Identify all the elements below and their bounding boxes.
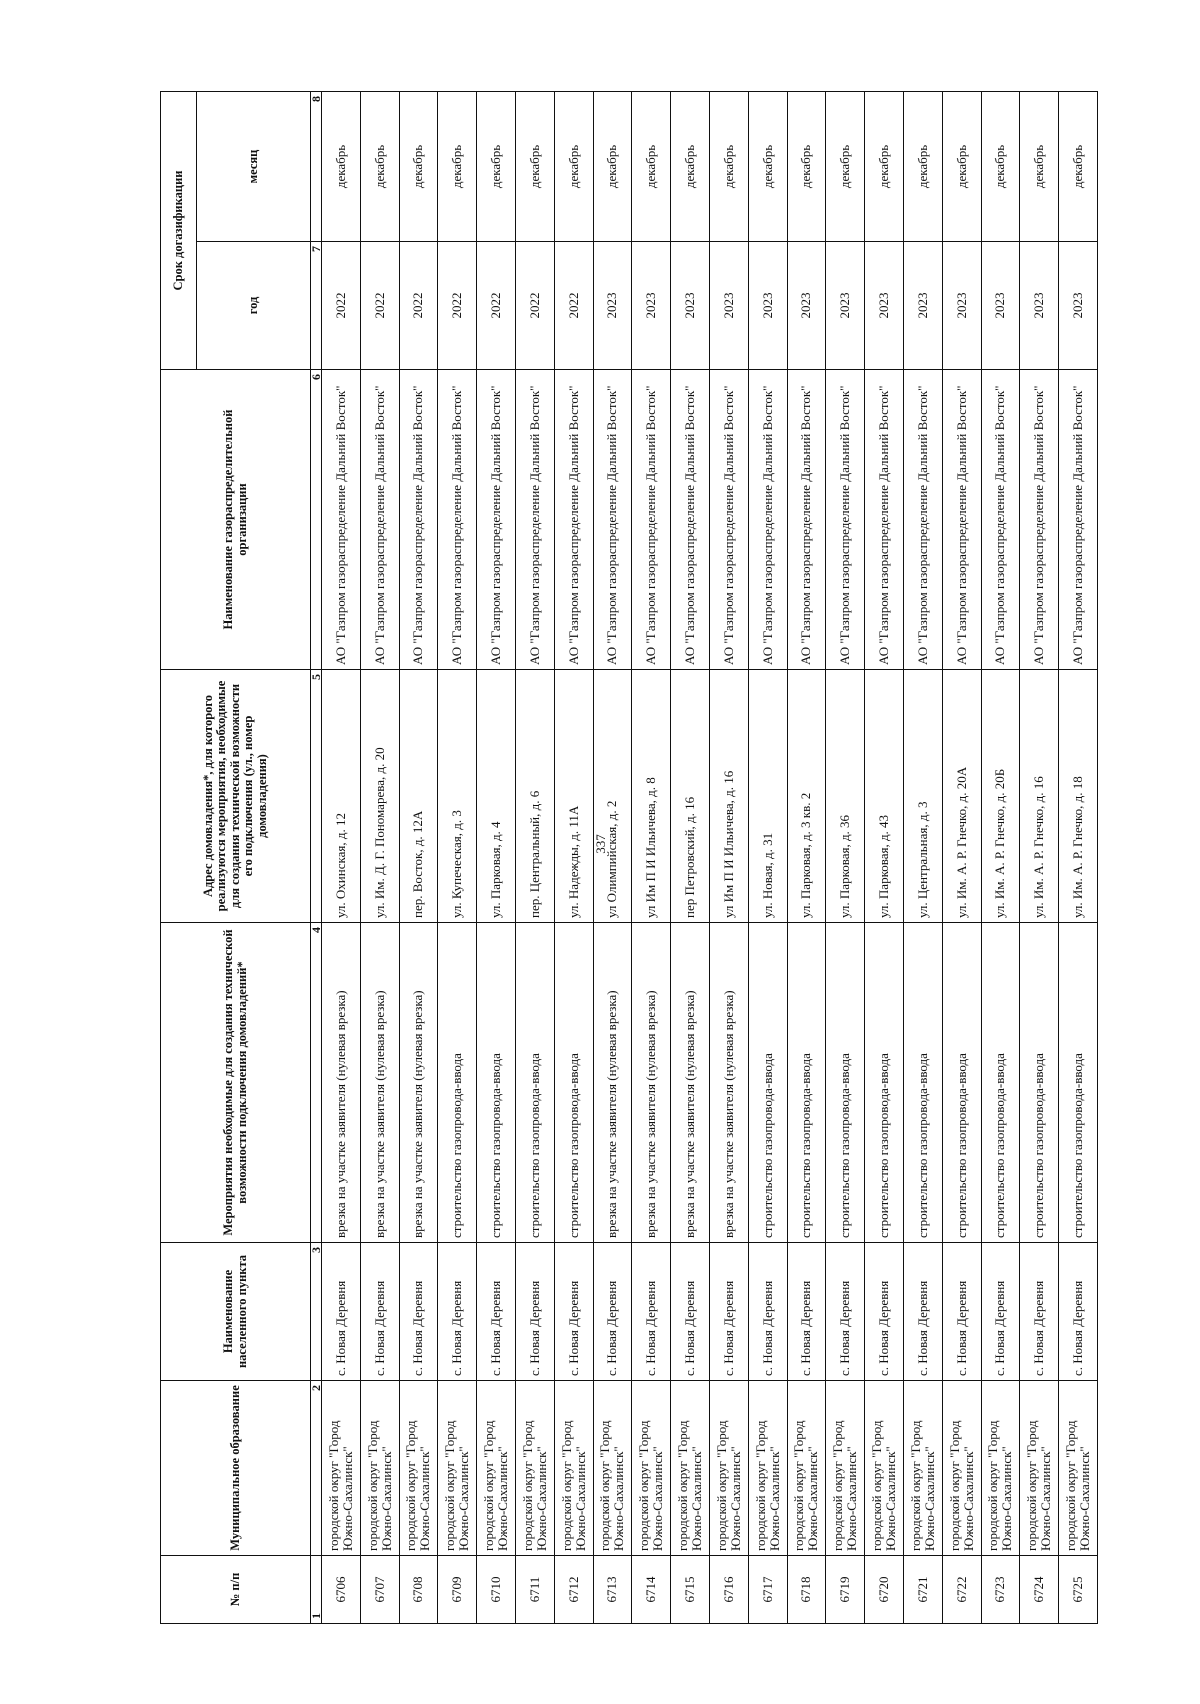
header-municipality: Муниципальное образование [161,1381,311,1556]
table-row [826,91,865,1623]
cell-settlement: с. Новая Деревня [709,1243,748,1381]
cell-year: 2023 [826,242,865,370]
cell-measure: строительство газопровода-ввода [903,923,942,1243]
table-row [748,91,787,1623]
cell-municipality: городской округ "Город Южно-Сахалинск" [748,1381,787,1556]
cell-year: 2022 [477,242,516,370]
cell-municipality: городской округ "Город Южно-Сахалинск" [477,1381,516,1556]
column-index: 4 [311,923,322,1243]
cell-address: ул. Парковая, д. 43 [865,670,904,923]
cell-municipality: городской округ "Город Южно-Сахалинск" [360,1381,399,1556]
cell-measure: строительство газопровода-ввода [826,923,865,1243]
cell-organization: АО "Газпром газораспределение Дальний Восток" [1020,370,1059,670]
table-row [360,91,399,1623]
cell-year: 2022 [515,242,554,370]
column-index: 8 [311,91,322,241]
cell-measure: врезка на участке заявителя (нулевая врезка) [322,923,361,1243]
cell-month: декабрь [671,91,710,241]
cell-address: ул. Охинская, д. 12 [322,670,361,923]
cell-month: декабрь [360,91,399,241]
table-row [787,91,826,1623]
cell-address: ул. Им. А. Р. Гнечко, д. 16 [1020,670,1059,923]
cell-settlement: с. Новая Деревня [903,1243,942,1381]
cell-month: декабрь [787,91,826,241]
cell-municipality: городской округ "Город Южно-Сахалинск" [554,1381,593,1556]
cell-year: 2023 [709,242,748,370]
header-address: Адрес домовладения*, для которого реализуются мероприятия, необходимые для создания технической возможности его подключения (ул., номер домовладения) [161,670,311,923]
column-index: 5 [311,670,322,923]
cell-num: 6710 [477,1556,516,1624]
cell-organization: АО "Газпром газораспределение Дальний Восток" [360,370,399,670]
cell-municipality: городской округ "Город Южно-Сахалинск" [1020,1381,1059,1556]
cell-month: декабрь [748,91,787,241]
table-row [399,91,438,1623]
cell-settlement: с. Новая Деревня [1020,1243,1059,1381]
table-row [671,91,710,1623]
cell-organization: АО "Газпром газораспределение Дальний Восток" [981,370,1020,670]
cell-organization: АО "Газпром газораспределение Дальний Восток" [477,370,516,670]
cell-month: декабрь [826,91,865,241]
gasification-table [160,91,1098,1624]
cell-num: 6721 [903,1556,942,1624]
cell-measure: врезка на участке заявителя (нулевая врезка) [671,923,710,1243]
cell-organization: АО "Газпром газораспределение Дальний Восток" [709,370,748,670]
cell-year: 2023 [942,242,981,370]
cell-organization: АО "Газпром газораспределение Дальний Восток" [593,370,632,670]
cell-organization: АО "Газпром газораспределение Дальний Восток" [826,370,865,670]
cell-month: декабрь [515,91,554,241]
cell-organization: АО "Газпром газораспределение Дальний Восток" [942,370,981,670]
cell-organization: АО "Газпром газораспределение Дальний Восток" [1059,370,1098,670]
cell-year: 2023 [1059,242,1098,370]
cell-measure: строительство газопровода-ввода [477,923,516,1243]
cell-settlement: с. Новая Деревня [515,1243,554,1381]
cell-organization: АО "Газпром газораспределение Дальний Восток" [748,370,787,670]
cell-address: ул. Парковая, д. 36 [826,670,865,923]
column-index-row [311,91,322,1623]
cell-address: ул. Им. А. Р. Гнечко, д. 20Б [981,670,1020,923]
cell-month: декабрь [399,91,438,241]
cell-settlement: с. Новая Деревня [593,1243,632,1381]
cell-num: 6713 [593,1556,632,1624]
header-deadline: Срок догазификации [161,91,197,369]
cell-year: 2023 [748,242,787,370]
table-row [632,91,671,1623]
cell-address: ул Олимпийская, д. 2 [593,670,632,923]
cell-municipality: городской округ "Город Южно-Сахалинск" [671,1381,710,1556]
cell-num: 6725 [1059,1556,1098,1624]
cell-month: декабрь [865,91,904,241]
cell-num: 6708 [399,1556,438,1624]
cell-address: ул. Центральная, д. 3 [903,670,942,923]
cell-address: пер Петровский, д. 16 [671,670,710,923]
cell-municipality: городской округ "Город Южно-Сахалинск" [438,1381,477,1556]
cell-organization: АО "Газпром газораспределение Дальний Восток" [865,370,904,670]
cell-num: 6714 [632,1556,671,1624]
cell-address: ул. Им. А. Р. Гнечко, д. 18 [1059,670,1098,923]
cell-measure: врезка на участке заявителя (нулевая врезка) [593,923,632,1243]
header-month: месяц [197,91,311,241]
header-settlement: Наименование населенного пункта [161,1243,311,1381]
cell-month: декабрь [1059,91,1098,241]
table-row [1059,91,1098,1623]
cell-num: 6723 [981,1556,1020,1624]
cell-address: ул. Парковая, д. 4 [477,670,516,923]
cell-municipality: городской округ "Город Южно-Сахалинск" [903,1381,942,1556]
cell-settlement: с. Новая Деревня [865,1243,904,1381]
table-row [1020,91,1059,1623]
cell-organization: АО "Газпром газораспределение Дальний Восток" [671,370,710,670]
table-row [593,91,632,1623]
cell-settlement: с. Новая Деревня [748,1243,787,1381]
table-row [709,91,748,1623]
cell-measure: врезка на участке заявителя (нулевая врезка) [399,923,438,1243]
cell-month: декабрь [593,91,632,241]
cell-settlement: с. Новая Деревня [399,1243,438,1381]
cell-organization: АО "Газпром газораспределение Дальний Восток" [903,370,942,670]
cell-settlement: с. Новая Деревня [826,1243,865,1381]
cell-year: 2023 [865,242,904,370]
cell-municipality: городской округ "Город Южно-Сахалинск" [593,1381,632,1556]
cell-num: 6712 [554,1556,593,1624]
header-measures: Мероприятия необходимые для создания технической возможности подключения домовладений* [161,923,311,1243]
cell-municipality: городской округ "Город Южно-Сахалинск" [1059,1381,1098,1556]
cell-year: 2023 [787,242,826,370]
cell-num: 6715 [671,1556,710,1624]
column-index: 2 [311,1381,322,1556]
cell-address: ул. Надежды, д. 11А [554,670,593,923]
cell-measure: строительство газопровода-ввода [748,923,787,1243]
cell-month: декабрь [632,91,671,241]
cell-municipality: городской округ "Город Южно-Сахалинск" [632,1381,671,1556]
cell-num: 6724 [1020,1556,1059,1624]
header-organization: Наименование газораспределительной организации [161,370,311,670]
cell-year: 2022 [360,242,399,370]
cell-address: пер. Восток, д. 12А [399,670,438,923]
column-index: 6 [311,370,322,670]
cell-measure: строительство газопровода-ввода [865,923,904,1243]
cell-measure: строительство газопровода-ввода [515,923,554,1243]
cell-address: ул. Им. Д. Г. Пономарева, д. 20 [360,670,399,923]
cell-month: декабрь [942,91,981,241]
cell-measure: строительство газопровода-ввода [438,923,477,1243]
cell-settlement: с. Новая Деревня [1059,1243,1098,1381]
cell-municipality: городской округ "Город Южно-Сахалинск" [865,1381,904,1556]
cell-year: 2023 [593,242,632,370]
cell-municipality: городской округ "Город Южно-Сахалинск" [399,1381,438,1556]
table-row [322,91,361,1623]
cell-settlement: с. Новая Деревня [477,1243,516,1381]
cell-settlement: с. Новая Деревня [942,1243,981,1381]
cell-measure: строительство газопровода-ввода [942,923,981,1243]
cell-municipality: городской округ "Город Южно-Сахалинск" [942,1381,981,1556]
cell-month: декабрь [709,91,748,241]
rotated-table-container [160,92,1098,1624]
table-row [554,91,593,1623]
cell-num: 6717 [748,1556,787,1624]
cell-address: ул Им П И Ильичева, д. 16 [709,670,748,923]
cell-municipality: городской округ "Город Южно-Сахалинск" [709,1381,748,1556]
cell-organization: АО "Газпром газораспределение Дальний Восток" [515,370,554,670]
cell-year: 2022 [554,242,593,370]
cell-municipality: городской округ "Город Южно-Сахалинск" [322,1381,361,1556]
cell-municipality: городской округ "Город Южно-Сахалинск" [981,1381,1020,1556]
cell-organization: АО "Газпром газораспределение Дальний Восток" [554,370,593,670]
cell-organization: АО "Газпром газораспределение Дальний Восток" [787,370,826,670]
page-number: 337 [593,834,608,854]
cell-organization: АО "Газпром газораспределение Дальний Восток" [399,370,438,670]
cell-month: декабрь [981,91,1020,241]
cell-address: ул Им П И Ильичева, д. 8 [632,670,671,923]
cell-num: 6719 [826,1556,865,1624]
cell-year: 2022 [438,242,477,370]
cell-year: 2023 [903,242,942,370]
cell-measure: врезка на участке заявителя (нулевая врезка) [632,923,671,1243]
cell-settlement: с. Новая Деревня [438,1243,477,1381]
table-row [865,91,904,1623]
cell-settlement: с. Новая Деревня [360,1243,399,1381]
cell-measure: строительство газопровода-ввода [1020,923,1059,1243]
column-index: 3 [311,1243,322,1381]
table-body [322,91,1098,1623]
cell-month: декабрь [554,91,593,241]
cell-num: 6722 [942,1556,981,1624]
column-index: 7 [311,242,322,370]
cell-settlement: с. Новая Деревня [787,1243,826,1381]
cell-settlement: с. Новая Деревня [632,1243,671,1381]
table-row [477,91,516,1623]
cell-address: ул. Новая, д. 31 [748,670,787,923]
cell-settlement: с. Новая Деревня [981,1243,1020,1381]
cell-address: ул. Купеческая, д. 3 [438,670,477,923]
cell-num: 6718 [787,1556,826,1624]
cell-year: 2022 [399,242,438,370]
table-row [438,91,477,1623]
cell-year: 2023 [632,242,671,370]
cell-municipality: городской округ "Город Южно-Сахалинск" [787,1381,826,1556]
cell-month: декабрь [1020,91,1059,241]
cell-settlement: с. Новая Деревня [554,1243,593,1381]
table-row [903,91,942,1623]
cell-year: 2022 [322,242,361,370]
cell-address: пер. Центральный, д. 6 [515,670,554,923]
table-row [942,91,981,1623]
cell-measure: строительство газопровода-ввода [1059,923,1098,1243]
header-year: год [197,242,311,370]
cell-address: ул. Им. А. Р. Гнечко, д. 20А [942,670,981,923]
cell-measure: строительство газопровода-ввода [787,923,826,1243]
cell-municipality: городской округ "Город Южно-Сахалинск" [826,1381,865,1556]
cell-num: 6711 [515,1556,554,1624]
cell-settlement: с. Новая Деревня [671,1243,710,1381]
column-index: 1 [311,1556,322,1624]
cell-month: декабрь [438,91,477,241]
table-row [515,91,554,1623]
cell-year: 2023 [981,242,1020,370]
cell-measure: врезка на участке заявителя (нулевая врезка) [709,923,748,1243]
cell-year: 2023 [1020,242,1059,370]
cell-month: декабрь [477,91,516,241]
cell-num: 6709 [438,1556,477,1624]
cell-address: ул. Парковая, д. 3 кв. 2 [787,670,826,923]
cell-municipality: городской округ "Город Южно-Сахалинск" [515,1381,554,1556]
cell-year: 2023 [671,242,710,370]
cell-month: декабрь [322,91,361,241]
header-row-1 [161,91,197,1623]
cell-settlement: с. Новая Деревня [322,1243,361,1381]
cell-month: декабрь [903,91,942,241]
cell-measure: строительство газопровода-ввода [554,923,593,1243]
cell-num: 6720 [865,1556,904,1624]
cell-num: 6716 [709,1556,748,1624]
header-num: № п/п [161,1556,311,1624]
table-row [981,91,1020,1623]
cell-measure: врезка на участке заявителя (нулевая врезка) [360,923,399,1243]
cell-organization: АО "Газпром газораспределение Дальний Восток" [632,370,671,670]
cell-num: 6706 [322,1556,361,1624]
cell-num: 6707 [360,1556,399,1624]
cell-organization: АО "Газпром газораспределение Дальний Восток" [438,370,477,670]
cell-measure: строительство газопровода-ввода [981,923,1020,1243]
cell-organization: АО "Газпром газораспределение Дальний Восток" [322,370,361,670]
